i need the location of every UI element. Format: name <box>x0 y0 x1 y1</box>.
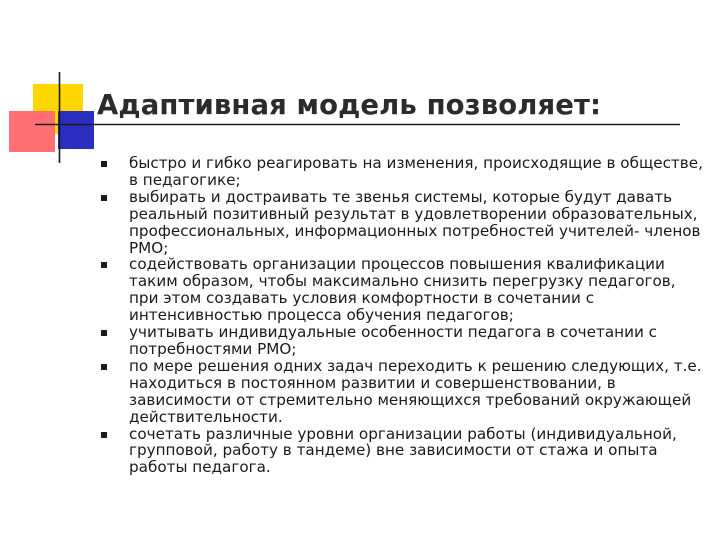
deco-blue-square <box>58 111 94 149</box>
bullet-square-icon <box>101 161 107 167</box>
bullet-text: содействовать организации процессов повышения квалификации таким образом, чтобы максимально снизить перегрузку педагогов, при этом создавать условия комфортности в сочетании с интенсивностью процесса обучения педагогов; <box>129 255 676 325</box>
bullet-item <box>100 256 705 324</box>
bullet-square-icon <box>101 262 107 268</box>
bullet-text: сочетать различные уровни организации работы (индивидуальной, групповой, работу в тандеме) вне зависимости от стажа и опыта работы педагога. <box>129 424 677 477</box>
slide-title: Адаптивная модель позволяет: <box>97 89 602 121</box>
bullet-square-icon <box>101 195 107 201</box>
deco-red-square <box>9 111 55 152</box>
bullet-item <box>100 358 705 426</box>
bullet-text: учитывать индивидуальные особенности педагога в сочетании с потребностями РМО; <box>129 323 657 358</box>
bullet-text: по мере решения одних задач переходить к решению следующих, т.е. находиться в постоянном развитии и совершенствовании, в зависимости от стремительно меняющихся требований окружающей действительности. <box>129 356 702 426</box>
bullet-item <box>100 155 705 189</box>
bullet-item <box>100 324 705 358</box>
deco-yellow-square <box>33 84 83 134</box>
bullet-text: выбирать и достраивать те звенья системы, которые будут давать реальный позитивный результат в удовлетворении образовательных, профессиональных, информационных потребностей учителей- членов РМО; <box>129 187 701 257</box>
bullet-text: быстро и гибко реагировать на изменения, происходящие в обществе, в педагогике; <box>129 154 703 189</box>
bullet-square-icon <box>101 330 107 336</box>
bullet-square-icon <box>101 364 107 370</box>
bullet-item <box>100 189 705 257</box>
bullet-list <box>100 155 705 476</box>
bullet-item <box>100 426 705 477</box>
bullet-square-icon <box>101 432 107 438</box>
